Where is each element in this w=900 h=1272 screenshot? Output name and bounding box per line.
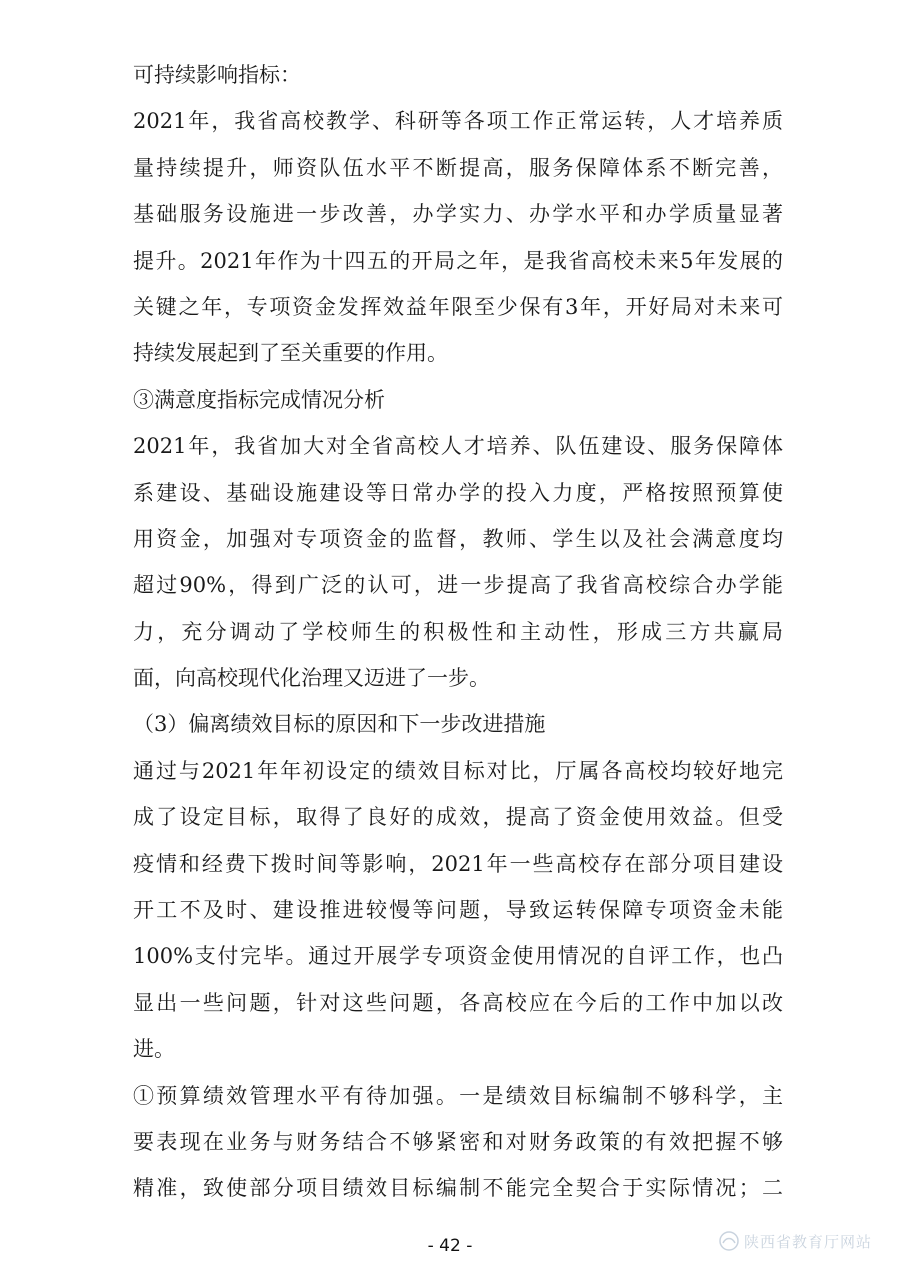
text-line: 面，向高校现代化治理又迈进了一步。 xyxy=(133,666,490,691)
text-line: 提升。2021年作为十四五的开局之年，是我省高校未来5年发展的 xyxy=(133,248,783,273)
text-line: 2021年，我省高校教学、科研等各项工作正常运转，人才培养质 xyxy=(133,109,783,134)
text-line: 可持续影响指标： xyxy=(133,63,301,87)
text-line: 要表现在业务与财务结合不够紧密和对财务政策的有效把握不够 xyxy=(133,1129,783,1154)
text-line: 超过90%，得到广泛的认可，进一步提高了我省高校综合办学能 xyxy=(133,573,783,598)
text-line: ③满意度指标完成情况分析 xyxy=(133,387,385,412)
text-line: 进。 xyxy=(133,1037,175,1062)
text-line: ①预算绩效管理水平有待加强。一是绩效目标编制不够科学，主 xyxy=(133,1083,783,1108)
watermark-text: 陕西省教育厅网站 xyxy=(744,1232,873,1251)
text-line: 疫情和经费下拨时间等影响，2021年一些高校存在部分项目建设 xyxy=(133,851,783,876)
text-line: 基础服务设施进一步改善，办学实力、办学水平和办学质量显著 xyxy=(133,202,783,227)
text-line: 力，充分调动了学校师生的积极性和主动性，形成三方共赢局 xyxy=(133,619,783,644)
text-line: 开工不及时、建设推进较慢等问题，导致运转保障专项资金未能 xyxy=(133,898,783,923)
watermark-logo-icon xyxy=(718,1230,740,1252)
page-number: - 42 - xyxy=(427,1236,473,1256)
text-line: 关键之年，专项资金发挥效益年限至少保有3年，开好局对未来可 xyxy=(133,294,783,319)
text-line: 2021年，我省加大对全省高校人才培养、队伍建设、服务保障体 xyxy=(133,434,783,459)
text-line: 持续发展起到了至关重要的作用。 xyxy=(133,341,448,366)
text-line: 用资金，加强对专项资金的监督，教师、学生以及社会满意度均 xyxy=(133,526,783,551)
text-line: （3）偏离绩效目标的原因和下一步改进措施 xyxy=(133,712,546,737)
text-line: 量持续提升，师资队伍水平不断提高，服务保障体系不断完善， xyxy=(133,155,783,180)
text-line: 100%支付完毕。通过开展学专项资金使用情况的自评工作，也凸 xyxy=(133,944,783,969)
text-line: 系建设、基础设施建设等日常办学的投入力度，严格按照预算使 xyxy=(133,480,783,505)
watermark xyxy=(718,1226,888,1256)
text-line: 通过与2021年年初设定的绩效目标对比，厅属各高校均较好地完 xyxy=(133,758,783,783)
text-line: 精准，致使部分项目绩效目标编制不能完全契合于实际情况；二 xyxy=(133,1176,783,1201)
text-line: 显出一些问题，针对这些问题，各高校应在今后的工作中加以改 xyxy=(133,990,783,1015)
text-line: 成了设定目标，取得了良好的成效，提高了资金使用效益。但受 xyxy=(133,805,783,830)
document-body xyxy=(133,52,783,1212)
